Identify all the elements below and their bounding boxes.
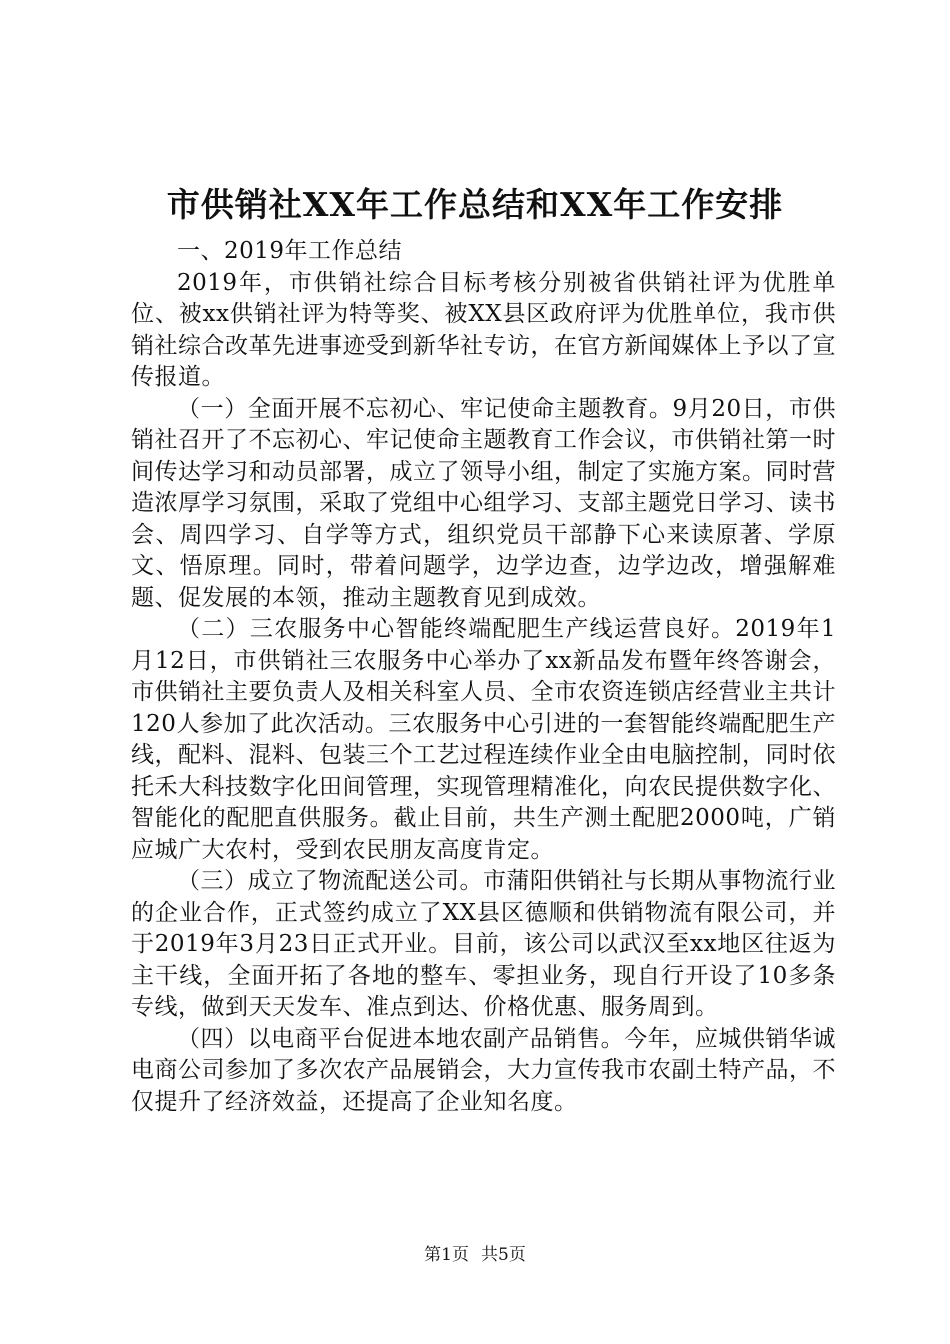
document-body — [131, 236, 836, 1118]
page-number-current: 第1页 — [424, 1245, 469, 1265]
paragraph-item-3: （三）成立了物流配送公司。市蒲阳供销社与长期从事物流行业的企业合作，正式签约成立了XX县区德顺和供销物流有限公司，并于2019年3月23日正式开业。目前，该公司以武汉至xx地区往返为主干线，全面开拓了各地的整车、零担业务，现自行开设了10多条专线，做到天天发车、准点到达、价格优惠、服务周到。 — [131, 868, 836, 1020]
paragraph-item-2: （二）三农服务中心智能终端配肥生产线运营良好。2019年1月12日，市供销社三农服务中心举办了xx新品发布暨年终答谢会，市供销社主要负责人及相关科室人员、全市农资连锁店经营业主共计120人参加了此次活动。三农服务中心引进的一套智能终端配肥生产线，配料、混料、包装三个工艺过程连续作业全由电脑控制，同时依托禾大科技数字化田间管理，实现管理精准化，向农民提供数字化、智能化的配肥直供服务。截止目前，共生产测土配肥2000吨，广销应城广大农村，受到农民朋友高度肯定。 — [131, 616, 836, 863]
page-footer — [0, 1243, 950, 1267]
page-number-total: 共5页 — [481, 1245, 526, 1265]
paragraph-item-4: （四）以电商平台促进本地农副产品销售。今年，应城供销华诚电商公司参加了多次农产品展销会，大力宣传我市农副土特产品，不仅提升了经济效益，还提高了企业知名度。 — [131, 1025, 836, 1115]
paragraph-item-1: （一）全面开展不忘初心、牢记使命主题教育。9月20日，市供销社召开了不忘初心、牢记使命主题教育工作会议，市供销社第一时间传达学习和动员部署，成立了领导小组，制定了实施方案。同时营造浓厚学习氛围，采取了党组中心组学习、支部主题党日学习、读书会、周四学习、自学等方式，组织党员干部静下心来读原著、学原文、悟原理。同时，带着问题学，边学边查，边学边改，增强解难题、促发展的本领，推动主题教育见到成效。 — [131, 395, 836, 611]
paragraph-intro: 2019年，市供销社综合目标考核分别被省供销社评为优胜单位、被xx供销社评为特等奖、被XX县区政府评为优胜单位，我市供销社综合改革先进事迹受到新华社专访，在官方新闻媒体上予以了宣传报道。 — [131, 269, 836, 390]
section-heading: 一、2019年工作总结 — [177, 238, 403, 264]
document-title: 市供销社XX年工作总结和XX年工作安排 — [166, 185, 784, 224]
